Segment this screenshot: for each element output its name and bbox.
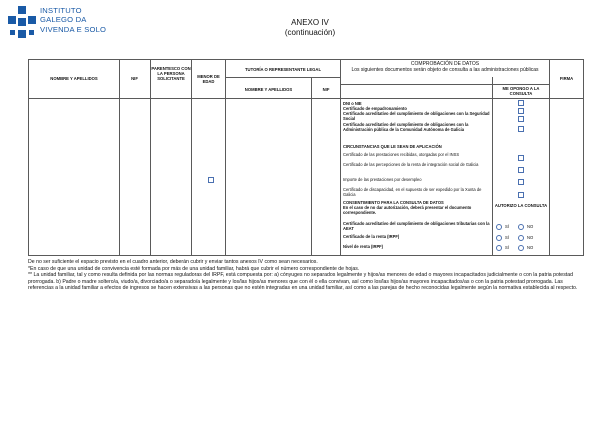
consent-no-radio[interactable] — [518, 224, 524, 230]
autorizo-header: AUTORIZO LA CONSULTA — [494, 203, 548, 208]
doc-item: DNI o NIE — [343, 101, 362, 106]
document-header — [250, 18, 370, 38]
col-header-menor: MENOR DE EDAD — [197, 74, 220, 84]
footnote: ** La unidad familiar, tal y como resulta definida por las normas reguladoras del IRPF, está compuesta por: a) cónyuges no separados legalmente y hijos/as menores de edad o mayores incapacitados judicialmente o con la patria potestad prorrogada. b) Padre o madre soltero/a, viudo/a, divorciado/a o separado/a legalmente y los/las hijos/as menores que con él o ella convivan, así como los/las hijos/as mayores incapacitados/as o con la patria potestad prorrogada. Las referencias a la unidad familiar a efectos de ingresos se hacen extensivas a las personas que no estén integradas en una unidad familiar, así como a las parejas de hecho reconocidas legalmente según la normativa establecida al respecto. — [28, 272, 578, 292]
doc-item: Certificado de empadronamiento — [343, 106, 407, 111]
no-label: NO — [527, 224, 534, 229]
comprobacion-subtitle: Los siguientes documentos serán objeto de consulta a las administraciones públicas — [351, 67, 539, 73]
logo-line: INSTITUTO — [40, 6, 82, 15]
subheader-nif: NIF — [322, 87, 330, 92]
institution-name — [40, 6, 106, 34]
logo-line: VIVENDA E SOLO — [40, 24, 107, 34]
annex-table — [28, 59, 584, 256]
consent-item: Certificado de la renta (IRPF) — [343, 234, 400, 239]
logo-line: GALEGO DA — [40, 15, 87, 25]
col-header-nombre: NOMBRE Y APELLIDOS — [50, 76, 98, 81]
oppose-checkbox[interactable] — [518, 116, 524, 122]
subheader-nombre: NOMBRE Y APELLIDOS — [244, 87, 293, 92]
consent-no-radio[interactable] — [518, 235, 524, 241]
consent-yes-radio[interactable] — [496, 245, 502, 251]
col-header-firma: FIRMA — [559, 76, 574, 81]
col-header-tutoria: TUTORÍA O REPRESENTANTE LEGAL — [245, 67, 321, 72]
oppose-checkbox[interactable] — [518, 126, 524, 132]
circunstancias-title: CIRCUNSTANCIAS QUE LE SEAN DE APLICACIÓN — [343, 144, 442, 149]
consent-title: CONSENTIMIENTO PARA LA CONSULTA DE DATOS — [343, 200, 444, 205]
document-title: ANEXO IV — [291, 18, 329, 27]
no-label: NO — [527, 235, 534, 240]
col-header-nif: NIF — [131, 76, 138, 81]
circunstancia-item: Certificado de las prestaciones recibidas, otorgadas por el INSS — [343, 152, 460, 157]
col-header-comprobacion — [341, 61, 549, 73]
consent-yes-radio[interactable] — [496, 235, 502, 241]
footnote: *En caso de que una unidad de convivencia esté formada por más de una unidad familiar, habrá que cubrir el número correspondiente de hojas. — [28, 265, 360, 272]
col-header-parentesco: PARENTESCO CON LA PERSONA SOLICITANTE — [151, 66, 191, 81]
oppose-checkbox[interactable] — [518, 192, 524, 198]
consent-item: Nivel de renta (IRPF) — [343, 244, 384, 249]
no-label: NO — [527, 245, 534, 250]
yes-label: SÍ — [505, 235, 509, 240]
document-subtitle: (continuación) — [284, 28, 336, 37]
consent-no-radio[interactable] — [518, 245, 524, 251]
yes-label: SÍ — [505, 245, 509, 250]
footnote: De no ser suficiente el espacio previsto en el cuadro anterior, deberán cubrir y enviar tantos anexos IV como sean necesarios. — [28, 259, 318, 265]
circunstancia-item: Importe de las prestaciones por desempleo — [343, 177, 422, 182]
footnotes — [28, 259, 588, 292]
oppose-checkbox[interactable] — [518, 155, 524, 161]
comprobacion-title: COMPROBACIÓN DE DATOS — [410, 61, 480, 67]
yes-label: SÍ — [505, 224, 509, 229]
oppose-checkbox[interactable] — [518, 108, 524, 114]
oppose-checkbox[interactable] — [518, 100, 524, 106]
oppose-checkbox[interactable] — [518, 179, 524, 185]
consent-text: En el caso de no dar autorización, deberá presentar el documento correspondiente. — [343, 205, 472, 215]
circunstancia-item: Certificado de las percepciones de la renta de integración social de Galicia — [343, 162, 479, 167]
institution-logo — [6, 4, 126, 50]
doc-item: Certificado acreditativo del cumplimiento de obligaciones con la Seguridad Social — [343, 111, 490, 121]
menor-edad-checkbox[interactable] — [208, 177, 214, 183]
col-header-opongo: ME OPONGO A LA CONSULTA — [502, 86, 540, 96]
xunta-emblem-icon — [6, 6, 38, 38]
circunstancia-item: Certificado de discapacidad, en el supuesto de ser expedido por la Xunta de Galicia — [343, 187, 482, 197]
consent-item: Certificado acreditativo del cumplimiento de obligaciones tributarias con la AEAT — [343, 221, 490, 231]
consent-yes-radio[interactable] — [496, 224, 502, 230]
oppose-checkbox[interactable] — [518, 167, 524, 173]
doc-item: Certificado acreditativo del cumplimiento de obligaciones con la Administración pública de la Comunidad Autónoma de Galicia — [343, 122, 469, 132]
